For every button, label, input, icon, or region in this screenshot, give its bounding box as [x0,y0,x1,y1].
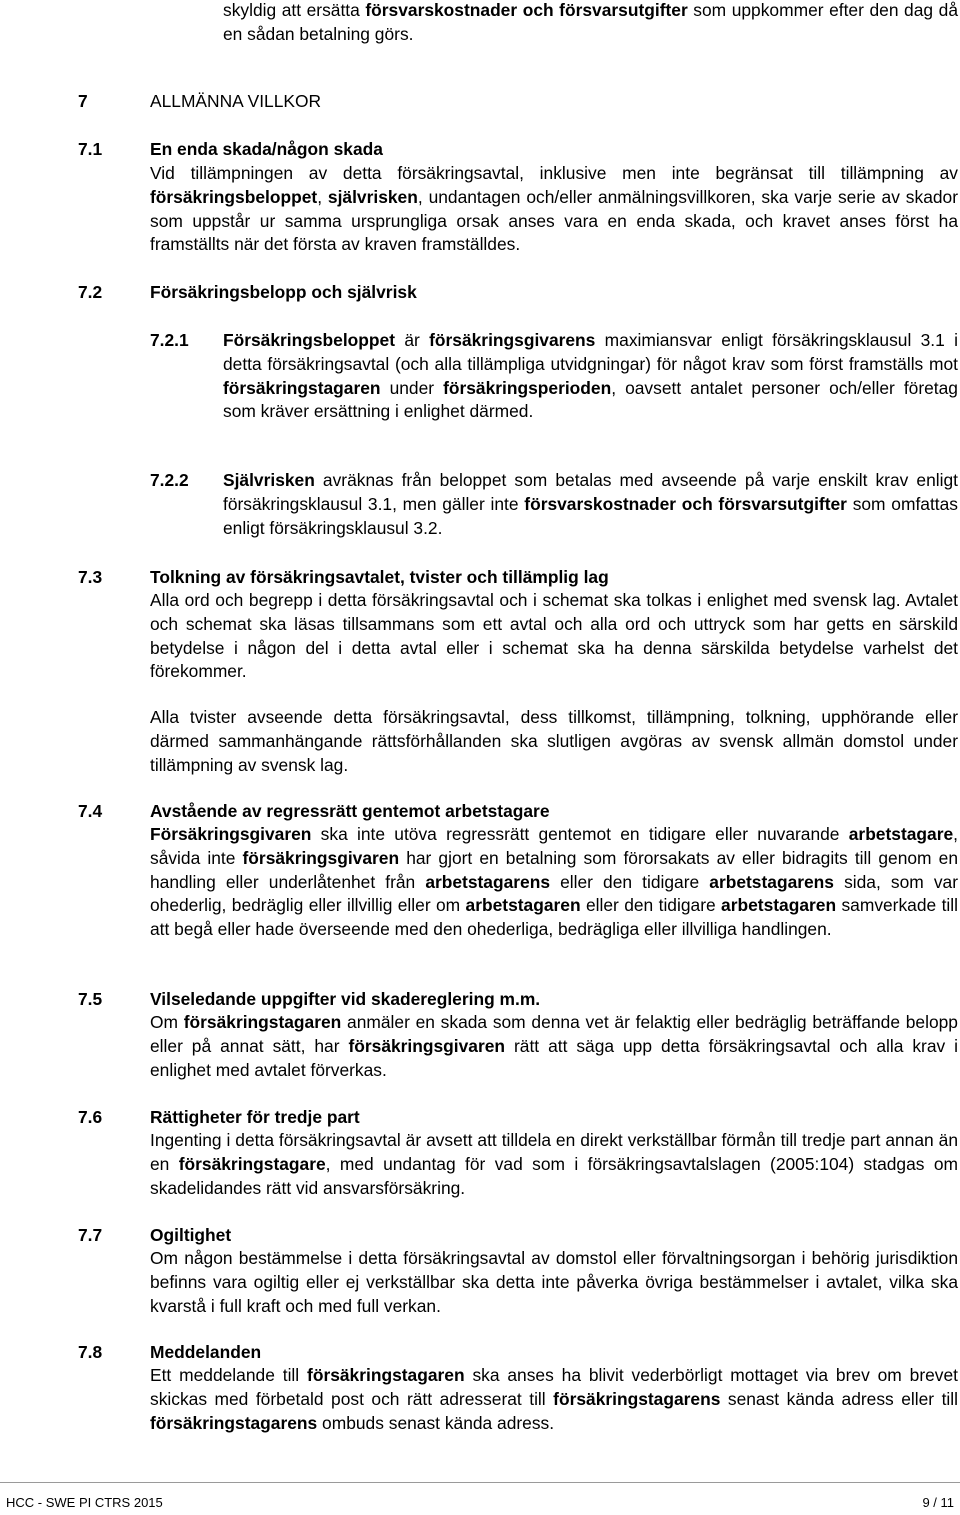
section-title: ALLMÄNNA VILLKOR [150,91,322,111]
section-number: 7.7 [78,1225,103,1245]
continuation-paragraph: skyldig att ersätta försvarskostnader och försvarsutgifter som uppkommer efter den dag då en sådan betalning görs. [223,0,958,44]
section-heading: Vilseledande uppgifter vid skadereglering m.m. [150,989,541,1009]
section-paragraph: Ingenting i detta försäkringsavtal är avsett att tilldela en direkt verkställbar förmån till tredje part annan än en försäkringstagare, med undantag för vad som i försäkringsavtalslagen (2005:104) stadgas om skadelidandes rätt vid ansvarsförsäkring. [150,1130,958,1198]
subsection-paragraph: Försäkringsbeloppet är försäkringsgivarens maximiansvar enligt försäkringsklausul 3.1 i detta försäkringsavtal (och alla tillämpliga utvidgningar) för något krav som först framställs mot försäkringstagaren under försäkringsperioden, oavsett antalet personer och/eller företag som kräver ersättning i enlighet därmed. [223,330,958,422]
footer-divider [0,1482,960,1483]
section-number: 7.8 [78,1342,103,1362]
section-number: 7.2 [78,282,103,302]
subsection-paragraph: Självrisken avräknas från beloppet som betalas med avseende på varje enskilt krav enligt försäkringsklausul 3.1, men gäller inte försvarskostnader och försvarsutgifter som omfattas enligt försäkringsklausul 3.2. [223,470,958,538]
section-number: 7.3 [78,567,103,587]
section-heading: Ogiltighet [150,1225,232,1245]
section-heading: Meddelanden [150,1342,262,1362]
section-paragraph: Vid tillämpningen av detta försäkringsavtal, inklusive men inte begränsat till tillämpning av försäkringsbeloppet, självrisken, undantagen och/eller anmälningsvillkoren, ska varje serie av skador som uppstår ur samma ursprungliga orsak anses vara en enda skada, och kravet anses först ha framställts när det första av kraven framställdes. [150,163,959,255]
section-heading: Rättigheter för tredje part [150,1107,360,1127]
section-paragraph: Försäkringsgivaren ska inte utöva regressrätt gentemot en tidigare eller nuvarande arbetstagare, såvida inte försäkringsgivaren har gjort en betalning som förorsakats av eller bidragits till genom en handling eller underlåtenhet från arbetstagarens eller den tidigare arbetstagarens sida, som var ohederlig, bedräglig eller illvillig eller om arbetstagaren eller den tidigare arbetstagaren samverkade till att begå eller hade överseende med den ohederliga, bedrägliga eller illvilliga handlingen. [150,824,958,940]
section-paragraph: Om försäkringstagaren anmäler en skada som denna vet är felaktig eller bedräglig beträffande belopp eller på annat sätt, har försäkringsgivaren rätt att säga upp detta försäkringsavtal och alla krav i enlighet med avtalet förverkas. [150,1012,958,1080]
section-heading: Avstående av regressrätt gentemot arbetstagare [150,801,550,821]
footer-page-number: 9 / 11 [922,1495,954,1510]
section-heading: Tolkning av försäkringsavtalet, tvister och tillämplig lag [150,567,609,587]
footer-document-id: HCC - SWE PI CTRS 2015 [6,1495,163,1510]
section-number: 7.5 [78,989,103,1009]
section-number: 7.1 [78,139,103,159]
subsection-number: 7.2.2 [150,470,189,490]
section-number: 7 [78,91,88,111]
section-paragraph: Ett meddelande till försäkringstagaren ska anses ha blivit vederbörligt mottaget via brev om brevet skickas med förbetald post och rätt adresserat till försäkringstagarens senast kända adress eller till försäkringstagarens ombuds senast kända adress. [150,1365,959,1433]
section-heading: En enda skada/någon skada [150,139,383,159]
section-paragraph: Alla ord och begrepp i detta försäkringsavtal och i schemat ska tolkas i enlighet med svensk lag. Avtalet och schemat ska läsas tillsammans som ett avtal och alla ord och uttryck som har getts en särskild betydelse i någon del i detta avtal eller i schemat ska ha denna särskilda betydelse varhelst det förekommer. [150,590,958,682]
section-paragraph: Alla tvister avseende detta försäkringsavtal, dess tillkomst, tillämpning, tolkning, upphörande eller därmed sammanhängande rättsförhållanden ska slutligen avgöras av svensk allmän domstol under tillämpning av svensk lag. [150,707,958,775]
section-paragraph: Om någon bestämmelse i detta försäkringsavtal av domstol eller förvaltningsorgan i behörig jurisdiktion befinns vara ogiltig eller ej verkställbar ska detta inte påverka övriga bestämmelser i avtalet, vilka ska kvarstå i full kraft och med full verkan. [150,1248,958,1316]
section-heading: Försäkringsbelopp och självrisk [150,282,417,302]
subsection-number: 7.2.1 [150,330,189,350]
section-number: 7.4 [78,801,103,821]
section-number: 7.6 [78,1107,103,1127]
